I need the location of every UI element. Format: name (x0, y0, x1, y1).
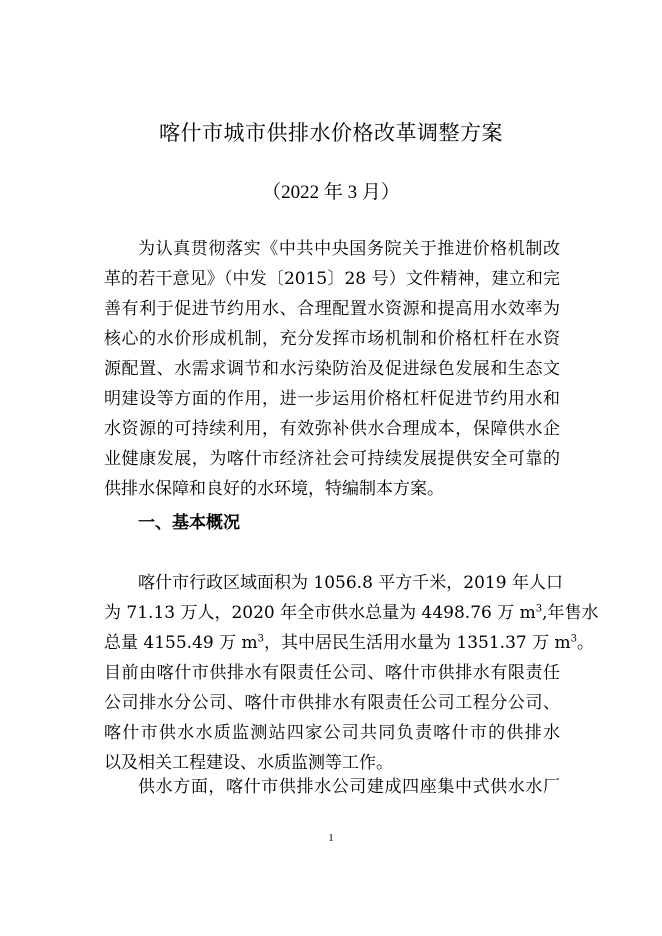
intro-paragraph (104, 234, 560, 504)
overview-line: 喀什市供水水质监测站四家公司共同负责喀什市的供排水 (104, 723, 560, 743)
intro-line: 核心的水价形成机制，充分发挥市场机制和价格杠杆在水资 (104, 329, 560, 349)
overview-line: 公司排水分公司、喀什市供排水有限责任公司工程分公司、 (104, 693, 560, 713)
overview-line: 喀什市行政区域面积为 1056.8 平方千米，2019 年人口 (138, 573, 563, 593)
overview-line (104, 628, 595, 658)
superscript: 3 (570, 633, 578, 645)
overview-line: 以及相关工程建设、水质监测等工作。 (104, 753, 393, 773)
intro-line: 善有利于促进节约用水、合理配置水资源和提高用水效率为 (104, 299, 560, 319)
overview-text: 。 (577, 633, 595, 653)
overview-paragraph (104, 568, 599, 778)
overview-line (104, 598, 599, 628)
document-title: 喀什市城市供排水价格改革调整方案 (159, 121, 503, 145)
intro-line: 为认真贯彻落实《中共中央国务院关于推进价格机制改 (138, 239, 560, 259)
water-supply-paragraph (104, 772, 560, 802)
section-heading-basic-overview: 一、基本概况 (138, 513, 240, 533)
superscript: 3 (535, 603, 543, 615)
overview-line: 目前由喀什市供排水有限责任公司、喀什市供排水有限责任 (104, 663, 560, 683)
intro-line: 源配置、水需求调节和水污染防治及促进绿色发展和生态文 (104, 359, 560, 379)
intro-line: 明建设等方面的作用，进一步运用价格杠杆促进节约用水和 (104, 389, 560, 409)
superscript: 3 (257, 633, 265, 645)
document-date: （2022 年 3 月） (262, 182, 400, 203)
intro-line: 水资源的可持续利用，有效弥补供水合理成本，保障供水企 (104, 419, 560, 439)
overview-text: 总量 4155.49 万 m (104, 633, 258, 653)
page-number: 1 (328, 832, 334, 844)
overview-text: ,年售水 (542, 603, 599, 623)
intro-line: 革的若干意见》（中发〔2015〕28 号）文件精神，建立和完 (104, 269, 560, 289)
overview-text: 为 71.13 万人，2020 年全市供水总量为 4498.76 万 m (104, 603, 536, 623)
water-supply-line: 供水方面，喀什市供排水公司建成四座集中式供水水厂 (138, 777, 560, 797)
overview-text: ，其中居民生活用水量为 1351.37 万 m (264, 633, 571, 653)
intro-line: 业健康发展，为喀什市经济社会可持续发展提供安全可靠的 (104, 449, 560, 469)
intro-line: 供排水保障和良好的水环境，特编制本方案。 (104, 479, 444, 499)
